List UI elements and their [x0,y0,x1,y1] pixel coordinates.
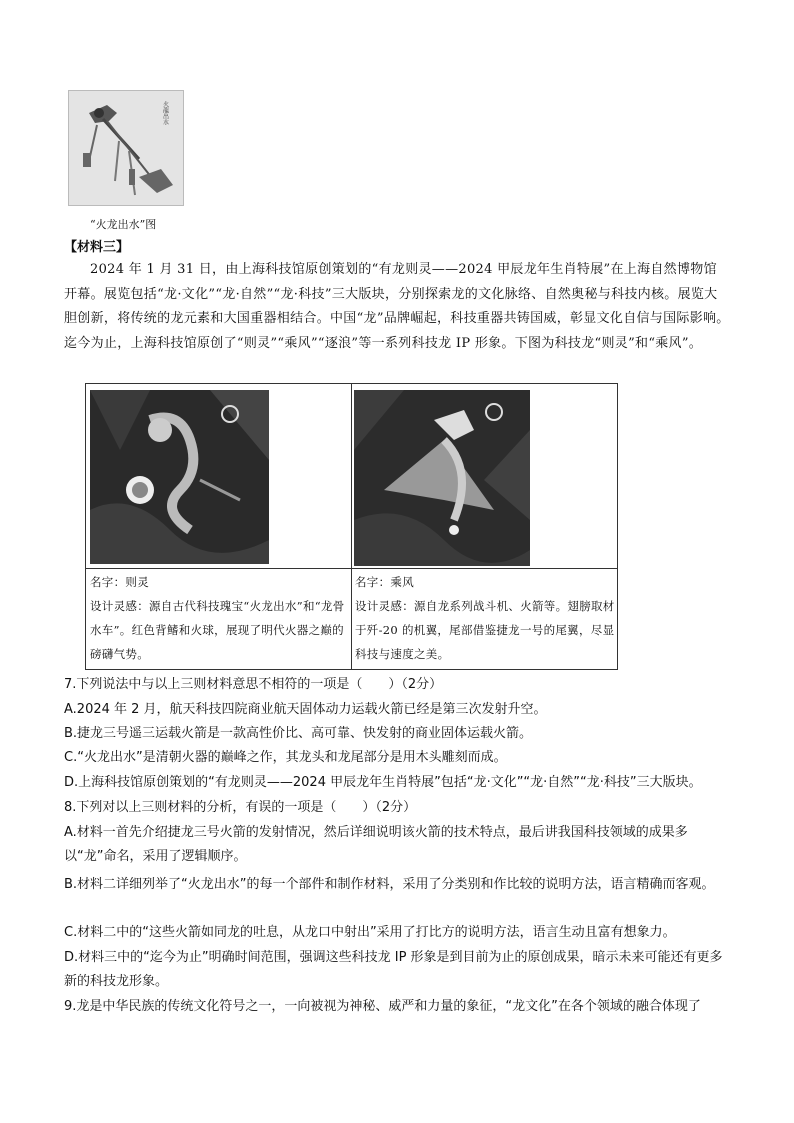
zeling-design: 设计灵感：源自古代科技瑰宝“火龙出水”和“龙骨水车”。红色背鳍和火球，展现了明代火器之巅的磅礴气势。 [90,599,345,661]
question-8-option-b: B.材料二详细列举了“火龙出水”的每一个部件和制作材料，采用了分类别和作比较的说明方法，语言精确而客观。 [64,877,715,892]
zeling-dragon-image [90,390,269,564]
question-7-option-d: D.上海科技馆原创策划的“有龙则灵——2024 甲辰龙年生肖特展”包括“龙·文化”“龙·自然”“龙·科技”三大版块。 [64,775,702,790]
question-8-option-c: C.材料二中的“这些火箭如同龙的吐息，从龙口中射出”采用了打比方的说明方法，语言生动且富有想象力。 [64,925,676,940]
chengfeng-dragon-drawing [354,390,530,566]
question-9-stem: 9.龙是中华民族的传统文化符号之一，一向被视为神秘、威严和力量的象征，“龙文化”在各个领域的融合体现了 [64,999,701,1014]
chengfeng-description [355,570,617,666]
fire-dragon-figure [68,90,184,206]
figure-caption: “火龙出水”图 [90,218,157,231]
fire-dragon-drawing [69,91,183,205]
figure-inset-label: 火龍出水 [161,101,169,125]
question-7-option-b: B.捷龙三号遥三运载火箭是一款高性价比、高可靠、快发射的商业固体运载火箭。 [64,726,533,741]
question-8-option-a: A.材料一首先介绍捷龙三号火箭的发射情况，然后详细说明该火箭的技术特点，最后讲我国科技领域的成果多以“龙”命名，采用了逻辑顺序。 [64,825,688,864]
question-8-stem: 8.下列对以上三则材料的分析，有误的一项是（ ）（2分） [64,800,417,815]
chengfeng-dragon-image [354,390,530,566]
zeling-name: 名字：则灵 [90,575,149,589]
question-7-stem: 7.下列说法中与以上三则材料意思不相符的一项是（ ）（2分） [64,677,443,692]
table-divider-vertical [351,384,352,669]
material3-paragraph: 2024 年 1 月 31 日，由上海科技馆原创策划的“有龙则灵——2024 甲辰龙年生肖特展”在上海自然博物馆开幕。展览包括“龙·文化”“龙·自然”“龙·科技”三大版块，分别探索龙的文化脉络、自然奥秘与科技内核。展览大胆创新，将传统的龙元素和大国重器相结合。中国“龙”品牌崛起，科技重器共铸国威，彰显文化自信与国际影响。迄今为止，上海科技馆原创了“则灵”“乘风”“逐浪”等一系列科技龙 IP 形象。下图为科技龙“则灵”和“乘风”。 [64,262,730,351]
table-divider-horizontal [86,568,617,569]
question-7-option-c: C.“火龙出水”是清朝火器的巅峰之作，其龙头和龙尾部分是用木头雕刻而成。 [64,750,507,765]
question-8-option-d: D.材料三中的“迄今为止”明确时间范围，强调这些科技龙 IP 形象是到目前为止的原创成果，暗示未来可能还有更多新的科技龙形象。 [64,950,723,989]
dragon-table [85,383,618,670]
question-7-option-a: A.2024 年 2 月，航天科技四院商业航天固体动力运载火箭已经是第三次发射升空。 [64,702,547,717]
material3-heading: 【材料三】 [64,240,130,255]
zeling-dragon-drawing [90,390,269,564]
chengfeng-name: 名字：乘风 [355,575,414,589]
zeling-description [90,570,348,666]
chengfeng-design: 设计灵感：源自龙系列战斗机、火箭等。翅膀取材于歼-20 的机翼，尾部借鉴捷龙一号的尾翼，尽显科技与速度之美。 [355,599,615,661]
